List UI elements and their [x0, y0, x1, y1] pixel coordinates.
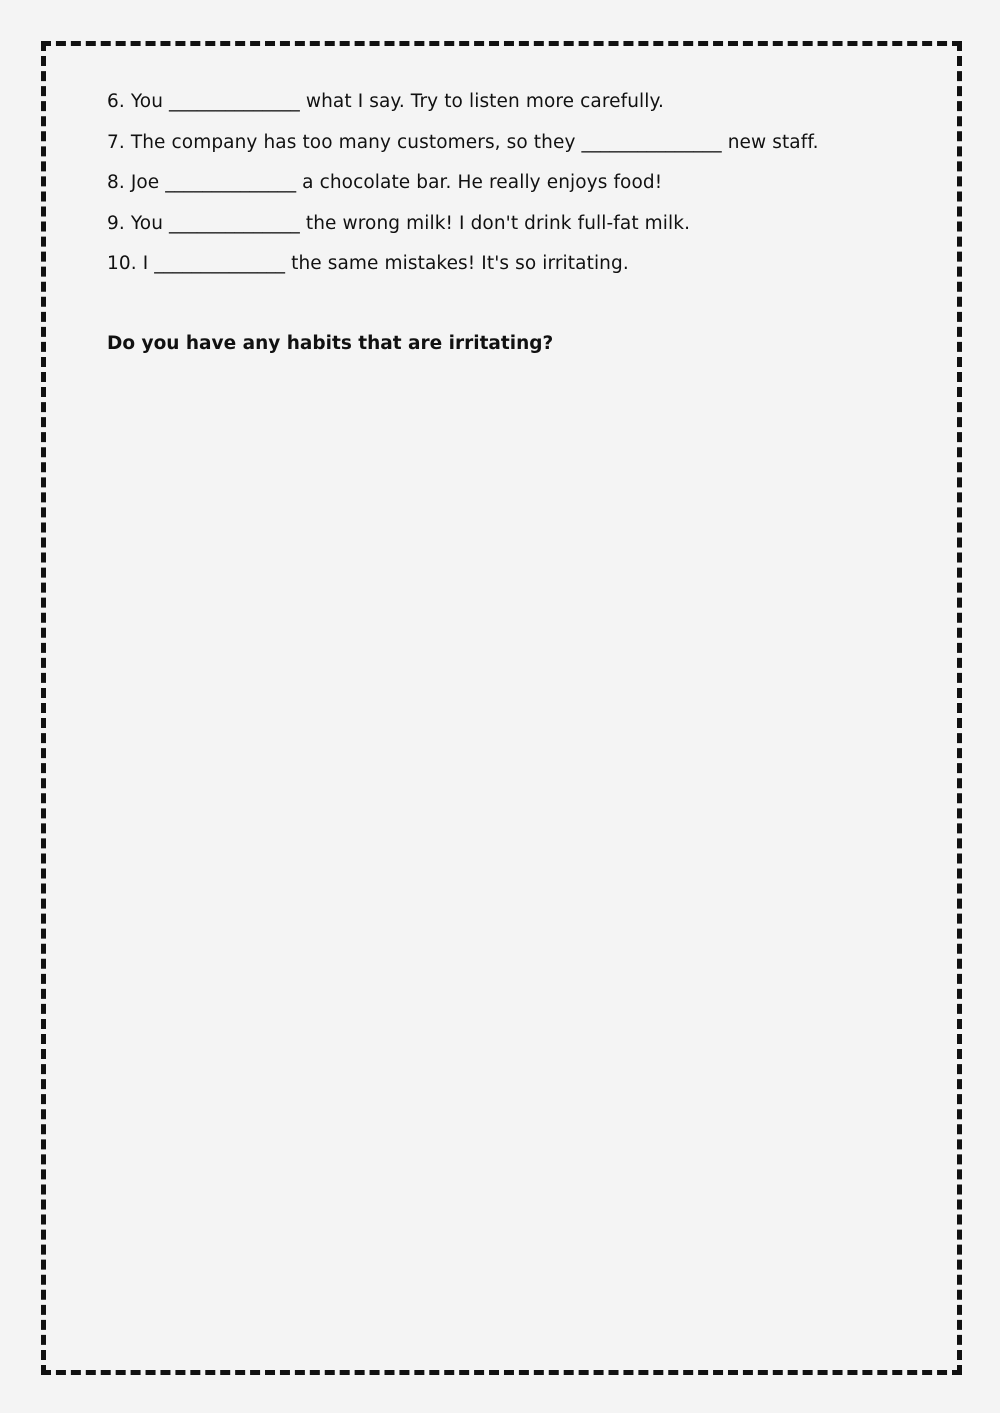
discussion-question: Do you have any habits that are irritating? [107, 333, 554, 354]
worksheet-content [107, 90, 937, 356]
exercise-sentence-8: 8. Joe ______________ a chocolate bar. He really enjoys food! [107, 172, 663, 193]
exercise-sentence-9: 9. You ______________ the wrong milk! I don't drink full-fat milk. [107, 212, 691, 234]
exercise-sentence-7: 7. The company has too many customers, so they _______________ new staff. [107, 131, 819, 153]
exercise-sentence-6: 6. You ______________ what I say. Try to listen more carefully. [107, 91, 664, 112]
exercise-sentence-10: 10. I ______________ the same mistakes! It's so irritating. [107, 253, 629, 274]
